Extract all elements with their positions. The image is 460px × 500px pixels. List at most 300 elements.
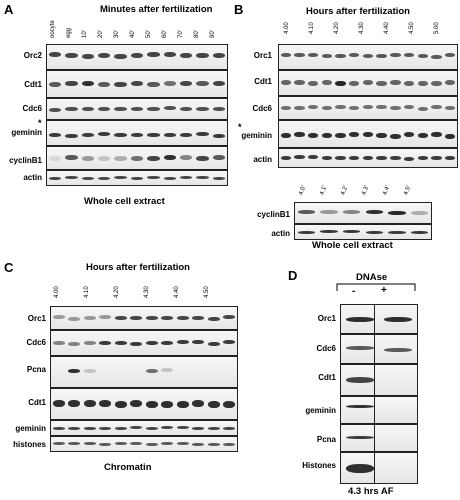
gel-band bbox=[180, 53, 192, 58]
panel-a-blot-cdt1 bbox=[46, 70, 228, 98]
gel-band bbox=[363, 105, 373, 109]
gel-band bbox=[418, 156, 428, 160]
gel-band bbox=[418, 107, 428, 111]
gel-band bbox=[115, 316, 127, 320]
gel-band bbox=[114, 176, 126, 179]
panel-b-row-sub-actin: actin bbox=[271, 229, 290, 238]
gel-band bbox=[431, 81, 441, 86]
lane-label: 4.00 bbox=[284, 22, 290, 34]
gel-band bbox=[53, 442, 65, 445]
gel-band bbox=[98, 53, 110, 58]
panel-d-blot-cdt1 bbox=[340, 364, 418, 396]
panel-c-title: Hours after fertilization bbox=[86, 262, 190, 273]
gel-band bbox=[294, 155, 304, 159]
panel-a-blot-actin bbox=[46, 170, 228, 186]
gel-band bbox=[346, 317, 375, 322]
panel-c-row-orc1: Orc1 bbox=[27, 314, 46, 323]
gel-band bbox=[146, 401, 158, 408]
gel-band bbox=[192, 340, 204, 344]
gel-band bbox=[99, 427, 111, 430]
gel-band bbox=[320, 230, 337, 233]
gel-band bbox=[390, 80, 400, 85]
gel-band bbox=[363, 80, 373, 85]
gel-band bbox=[404, 81, 414, 86]
gel-band bbox=[390, 156, 400, 160]
panel-c-blot-cdc6 bbox=[50, 330, 238, 356]
lane-label: 4.3' bbox=[361, 185, 371, 196]
panel-d-row-geminin: geminin bbox=[305, 406, 336, 415]
panel-b-row-orc1: Orc1 bbox=[253, 51, 272, 60]
panel-d-minus-label: - bbox=[352, 286, 356, 297]
lane-label: 90' bbox=[210, 30, 216, 38]
gel-band bbox=[346, 464, 375, 473]
gel-band bbox=[146, 443, 158, 446]
gel-band bbox=[208, 317, 220, 321]
gel-band bbox=[53, 315, 65, 319]
gel-band bbox=[322, 80, 332, 85]
panel-a-blot-cdc6 bbox=[46, 98, 228, 120]
gel-band bbox=[82, 81, 94, 86]
lane-label: 20' bbox=[98, 30, 104, 38]
panel-a-blot-geminin bbox=[46, 120, 228, 146]
gel-band bbox=[322, 54, 332, 58]
panel-d-blot-histones bbox=[340, 452, 418, 484]
gel-band bbox=[161, 368, 173, 372]
gel-band bbox=[376, 156, 386, 160]
gel-band bbox=[131, 177, 143, 180]
gel-band bbox=[335, 105, 345, 109]
gel-band bbox=[68, 442, 80, 445]
gel-band bbox=[130, 342, 142, 346]
gel-band bbox=[147, 133, 159, 137]
panel-b-blot-actin bbox=[278, 148, 458, 168]
panel-a-row-orc2: Orc2 bbox=[23, 51, 42, 60]
gel-band bbox=[346, 377, 375, 383]
gel-band bbox=[363, 132, 373, 137]
panel-b-blot-geminin bbox=[278, 120, 458, 148]
lane-label: egg bbox=[66, 27, 72, 38]
gel-band bbox=[388, 211, 405, 215]
gel-band bbox=[196, 176, 208, 179]
gel-band bbox=[180, 155, 192, 160]
gel-band bbox=[298, 231, 315, 234]
gel-band bbox=[84, 442, 96, 445]
gel-band bbox=[196, 132, 208, 136]
gel-band bbox=[213, 81, 225, 86]
gel-band bbox=[192, 400, 204, 407]
gel-band bbox=[65, 81, 77, 86]
panel-c-row-histones: histones bbox=[13, 440, 46, 449]
panel-d-row-cdc6: Cdc6 bbox=[316, 344, 336, 353]
gel-band bbox=[164, 52, 176, 57]
gel-band bbox=[82, 54, 94, 59]
panel-c-row-pcna: Pcna bbox=[26, 365, 46, 374]
gel-band bbox=[349, 53, 359, 57]
gel-band bbox=[49, 108, 61, 112]
gel-band bbox=[49, 133, 61, 137]
panel-d-blot-geminin bbox=[340, 396, 418, 424]
gel-band bbox=[404, 157, 414, 161]
panel-c-footer: Chromatin bbox=[104, 462, 152, 473]
panel-a-row-actin: actin bbox=[23, 173, 42, 182]
panel-b-blot-cdc6 bbox=[278, 96, 458, 120]
gel-band bbox=[53, 427, 65, 430]
lane-label: 4.10 bbox=[84, 286, 90, 298]
gel-band bbox=[130, 316, 142, 320]
gel-band bbox=[68, 369, 80, 373]
gel-band bbox=[349, 156, 359, 160]
gel-band bbox=[343, 230, 360, 233]
gel-band bbox=[177, 340, 189, 344]
gel-band bbox=[390, 134, 400, 139]
gel-band bbox=[213, 134, 225, 138]
gel-band bbox=[68, 400, 80, 407]
panel-d-row-histones: Histones bbox=[302, 461, 336, 470]
panel-b-row-cyclinb1: cyclinB1 bbox=[257, 210, 290, 219]
gel-band bbox=[115, 442, 127, 445]
lane-label: 4.50 bbox=[409, 22, 415, 34]
gel-band bbox=[308, 81, 318, 86]
gel-band bbox=[65, 53, 77, 58]
panel-c-blot-orc1 bbox=[50, 306, 238, 330]
panel-c-blot-geminin bbox=[50, 420, 238, 436]
gel-band bbox=[98, 82, 110, 87]
gel-band bbox=[84, 316, 96, 320]
gel-band bbox=[114, 133, 126, 137]
lane-label: oocyte bbox=[50, 20, 56, 38]
gel-band bbox=[294, 80, 304, 85]
gel-band bbox=[418, 54, 428, 58]
panel-d-footer: 4.3 hrs AF bbox=[348, 486, 394, 497]
gel-band bbox=[65, 107, 77, 111]
gel-band bbox=[147, 176, 159, 179]
panel-d-title: DNAse bbox=[356, 272, 388, 283]
gel-band bbox=[404, 105, 414, 109]
gel-band bbox=[411, 231, 428, 234]
gel-band bbox=[320, 210, 337, 214]
panel-d-bracket bbox=[336, 282, 416, 292]
lane-label: 80' bbox=[194, 30, 200, 38]
gel-band bbox=[98, 107, 110, 111]
gel-band bbox=[366, 231, 383, 234]
gel-band bbox=[376, 54, 386, 58]
panel-b-row-cdc6: Cdc6 bbox=[252, 104, 272, 113]
gel-band bbox=[68, 342, 80, 346]
gel-band bbox=[99, 443, 111, 446]
gel-band bbox=[161, 341, 173, 345]
gel-band bbox=[213, 53, 225, 58]
panel-b-row-actin: actin bbox=[253, 155, 272, 164]
gel-band bbox=[49, 82, 61, 87]
panel-c-row-cdc6: Cdc6 bbox=[26, 338, 46, 347]
gel-band bbox=[180, 133, 192, 137]
gel-band bbox=[177, 401, 189, 408]
gel-band bbox=[322, 156, 332, 160]
gel-band bbox=[98, 132, 110, 136]
gel-band bbox=[431, 156, 441, 160]
gel-band bbox=[208, 342, 220, 346]
gel-band bbox=[146, 427, 158, 430]
lane-label: 4.20 bbox=[334, 22, 340, 34]
gel-band bbox=[431, 105, 441, 109]
gel-band bbox=[99, 341, 111, 345]
panel-a-row-geminin: geminin bbox=[11, 128, 42, 137]
lane-label: 4.30 bbox=[359, 22, 365, 34]
panel-b-blot-cyclinb1 bbox=[294, 202, 432, 224]
panel-d-letter: D bbox=[288, 268, 298, 283]
gel-band bbox=[68, 317, 80, 321]
gel-band bbox=[53, 400, 65, 407]
gel-band bbox=[208, 427, 220, 430]
lane-divider bbox=[374, 397, 375, 423]
gel-band bbox=[147, 107, 159, 111]
panel-d-blot-orc1 bbox=[340, 304, 418, 334]
gel-band bbox=[84, 369, 96, 373]
lane-divider bbox=[374, 453, 375, 483]
gel-band bbox=[223, 443, 235, 446]
lane-divider bbox=[374, 425, 375, 451]
lane-divider bbox=[374, 365, 375, 395]
gel-band bbox=[223, 315, 235, 319]
gel-band bbox=[131, 107, 143, 111]
gel-band bbox=[49, 156, 61, 161]
gel-band bbox=[308, 105, 318, 109]
panel-a-footer: Whole cell extract bbox=[84, 196, 165, 207]
panel-a-blot-cyclinb1 bbox=[46, 146, 228, 170]
panel-c-row-cdt1: Cdt1 bbox=[28, 398, 46, 407]
gel-band bbox=[161, 316, 173, 320]
gel-band bbox=[147, 156, 159, 161]
gel-band bbox=[196, 53, 208, 58]
panel-d-plus-label: + bbox=[381, 285, 387, 296]
gel-band bbox=[445, 134, 455, 139]
gel-band bbox=[418, 133, 428, 138]
gel-band bbox=[363, 156, 373, 160]
lane-divider bbox=[374, 335, 375, 363]
lane-label: 4.40 bbox=[384, 22, 390, 34]
gel-band bbox=[180, 81, 192, 86]
panel-b-blot-sub-actin bbox=[294, 224, 432, 240]
lane-label: 4.1' bbox=[319, 185, 329, 196]
gel-band bbox=[349, 81, 359, 86]
gel-band bbox=[308, 53, 318, 57]
gel-band bbox=[223, 340, 235, 344]
gel-band bbox=[349, 132, 359, 137]
lane-label: 4.30 bbox=[144, 286, 150, 298]
lane-label: 60' bbox=[162, 30, 168, 38]
gel-band bbox=[208, 401, 220, 408]
gel-band bbox=[131, 53, 143, 58]
lane-label: 50' bbox=[146, 30, 152, 38]
gel-band bbox=[164, 81, 176, 86]
gel-band bbox=[164, 106, 176, 110]
panel-a-row-cyclinb1: cyclinB1 bbox=[9, 156, 42, 165]
panel-b-blot-cdt1 bbox=[278, 70, 458, 96]
gel-band bbox=[82, 133, 94, 137]
panel-d-blot-cdc6 bbox=[340, 334, 418, 364]
gel-band bbox=[164, 177, 176, 180]
lane-label: 4.10 bbox=[309, 22, 315, 34]
gel-band bbox=[376, 105, 386, 109]
gel-band bbox=[298, 210, 315, 214]
gel-band bbox=[213, 155, 225, 160]
gel-band bbox=[98, 177, 110, 180]
gel-band bbox=[431, 132, 441, 137]
gel-band bbox=[177, 442, 189, 445]
gel-band bbox=[223, 427, 235, 430]
gel-band bbox=[388, 231, 405, 234]
gel-band bbox=[161, 426, 173, 429]
gel-band bbox=[335, 133, 345, 138]
gel-band bbox=[390, 53, 400, 57]
gel-band bbox=[335, 156, 345, 160]
gel-band bbox=[146, 316, 158, 320]
gel-band bbox=[99, 400, 111, 407]
gel-band bbox=[82, 107, 94, 111]
gel-band bbox=[114, 107, 126, 111]
gel-band bbox=[223, 401, 235, 408]
lane-label: 4.00 bbox=[54, 286, 60, 298]
panel-c-blot-histones bbox=[50, 436, 238, 452]
panel-b-footer: Whole cell extract bbox=[312, 240, 393, 251]
gel-band bbox=[445, 80, 455, 85]
gel-band bbox=[114, 156, 126, 161]
gel-band bbox=[147, 52, 159, 57]
lane-label: 30' bbox=[114, 30, 120, 38]
gel-band bbox=[115, 401, 127, 408]
gel-band bbox=[384, 348, 413, 352]
gel-band bbox=[131, 133, 143, 137]
lane-label: 10' bbox=[82, 30, 88, 38]
gel-band bbox=[164, 155, 176, 160]
gel-band bbox=[376, 81, 386, 86]
panel-d-row-pcna: Pcna bbox=[316, 435, 336, 444]
gel-band bbox=[146, 369, 158, 373]
gel-band bbox=[308, 155, 318, 159]
gel-band bbox=[84, 427, 96, 430]
gel-band bbox=[196, 81, 208, 86]
gel-band bbox=[192, 316, 204, 320]
gel-band bbox=[196, 107, 208, 111]
gel-band bbox=[445, 53, 455, 57]
gel-band bbox=[322, 106, 332, 110]
panel-a-star: * bbox=[38, 118, 42, 128]
panel-b-row-cdt1: Cdt1 bbox=[254, 77, 272, 86]
panel-d-row-cdt1: Cdt1 bbox=[318, 373, 336, 382]
lane-label: 5.00 bbox=[434, 22, 440, 34]
gel-band bbox=[346, 436, 375, 439]
lane-label: 4.0' bbox=[298, 185, 308, 196]
panel-a-letter: A bbox=[4, 2, 14, 17]
panel-b-row-geminin: geminin bbox=[241, 131, 272, 140]
gel-band bbox=[65, 155, 77, 160]
gel-band bbox=[418, 81, 428, 86]
panel-c-row-geminin: geminin bbox=[15, 424, 46, 433]
panel-b-blot-orc1 bbox=[278, 44, 458, 70]
gel-band bbox=[363, 54, 373, 58]
gel-band bbox=[115, 427, 127, 430]
gel-band bbox=[376, 133, 386, 138]
panel-c-letter: C bbox=[4, 260, 14, 275]
lane-divider bbox=[374, 305, 375, 333]
gel-band bbox=[114, 82, 126, 87]
gel-band bbox=[281, 53, 291, 57]
gel-band bbox=[445, 156, 455, 160]
lane-label: 4.40 bbox=[174, 286, 180, 298]
panel-b-star: * bbox=[238, 122, 242, 132]
panel-d-row-orc1: Orc1 bbox=[317, 314, 336, 323]
gel-band bbox=[84, 400, 96, 407]
panel-a-blot-orc2 bbox=[46, 44, 228, 70]
panel-a-row-cdc6: Cdc6 bbox=[22, 104, 42, 113]
gel-band bbox=[208, 443, 220, 446]
gel-band bbox=[213, 107, 225, 111]
gel-band bbox=[65, 176, 77, 179]
gel-band bbox=[404, 53, 414, 57]
gel-band bbox=[294, 106, 304, 110]
gel-band bbox=[411, 211, 428, 215]
lane-label: 4.2' bbox=[340, 185, 350, 196]
gel-band bbox=[294, 132, 304, 137]
gel-band bbox=[404, 132, 414, 137]
gel-band bbox=[366, 210, 383, 214]
gel-band bbox=[192, 443, 204, 446]
gel-band bbox=[82, 156, 94, 161]
gel-band bbox=[390, 106, 400, 110]
panel-c-blot-pcna bbox=[50, 356, 238, 388]
lane-label: 70' bbox=[178, 30, 184, 38]
gel-band bbox=[130, 400, 142, 407]
gel-band bbox=[343, 210, 360, 214]
gel-band bbox=[445, 106, 455, 110]
gel-band bbox=[281, 156, 291, 160]
lane-label: 4.4' bbox=[382, 185, 392, 196]
gel-band bbox=[322, 133, 332, 138]
gel-band bbox=[196, 156, 208, 161]
gel-band bbox=[147, 82, 159, 87]
gel-band bbox=[130, 442, 142, 445]
gel-band bbox=[146, 341, 158, 345]
gel-band bbox=[49, 52, 61, 57]
lane-label: 4.20 bbox=[114, 286, 120, 298]
gel-band bbox=[65, 134, 77, 138]
gel-band bbox=[49, 177, 61, 180]
lane-label: 40' bbox=[130, 30, 136, 38]
gel-band bbox=[177, 426, 189, 429]
gel-band bbox=[335, 54, 345, 58]
lane-label: 4.50 bbox=[204, 286, 210, 298]
panel-a-row-cdt1: Cdt1 bbox=[24, 80, 42, 89]
gel-band bbox=[213, 177, 225, 180]
gel-band bbox=[114, 54, 126, 59]
gel-band bbox=[192, 427, 204, 430]
gel-band bbox=[281, 133, 291, 138]
gel-band bbox=[131, 81, 143, 86]
gel-band bbox=[349, 106, 359, 110]
gel-band bbox=[346, 346, 375, 350]
gel-band bbox=[84, 341, 96, 345]
gel-band bbox=[68, 427, 80, 430]
gel-band bbox=[281, 80, 291, 85]
gel-band bbox=[99, 315, 111, 319]
gel-band bbox=[281, 106, 291, 110]
panel-b-title: Hours after fertilization bbox=[306, 6, 410, 17]
panel-c-blot-cdt1 bbox=[50, 388, 238, 420]
gel-band bbox=[335, 81, 345, 86]
gel-band bbox=[53, 341, 65, 345]
gel-band bbox=[161, 401, 173, 408]
gel-band bbox=[82, 177, 94, 180]
